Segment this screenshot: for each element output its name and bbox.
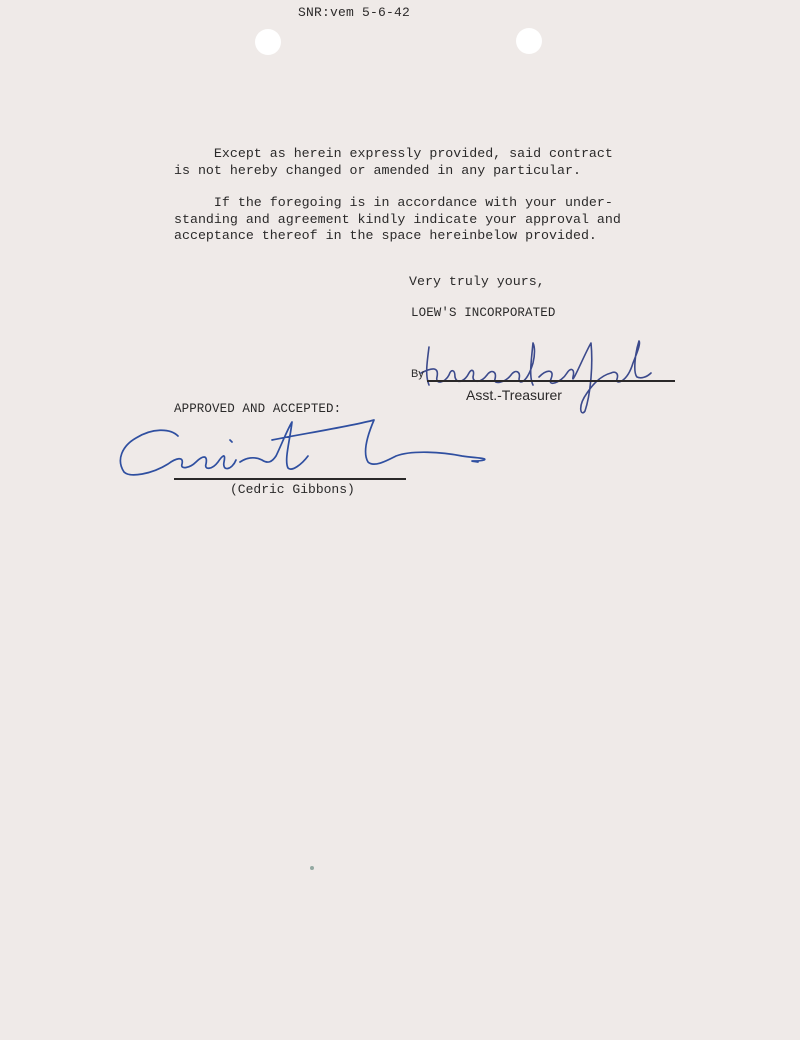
company-name: LOEW'S INCORPORATED bbox=[411, 306, 556, 320]
treasurer-signature-line bbox=[427, 380, 675, 382]
by-label: By bbox=[411, 368, 424, 380]
paragraph-contract-unchanged: Except as herein expressly provided, said contract is not hereby changed or amended in any particular. bbox=[174, 146, 613, 178]
paragraph-approval-request: If the foregoing is in accordance with your under- standing and agreement kindly indicate your approval and acceptance thereof in the space hereinbelow provided. bbox=[174, 195, 621, 243]
paper-speck bbox=[310, 866, 314, 870]
approved-and-accepted-label: APPROVED AND ACCEPTED: bbox=[174, 402, 342, 416]
closing-salutation: Very truly yours, bbox=[409, 274, 545, 289]
approver-name: (Cedric Gibbons) bbox=[230, 482, 355, 497]
treasurer-signature bbox=[415, 333, 655, 417]
reference-line: SNR:vem 5-6-42 bbox=[298, 5, 411, 20]
approver-signature-line bbox=[174, 478, 406, 480]
punch-hole-left bbox=[255, 29, 281, 55]
punch-hole-right bbox=[516, 28, 542, 54]
signatory-title: Asst.-Treasurer bbox=[466, 387, 562, 403]
gibbons-signature bbox=[112, 412, 497, 484]
